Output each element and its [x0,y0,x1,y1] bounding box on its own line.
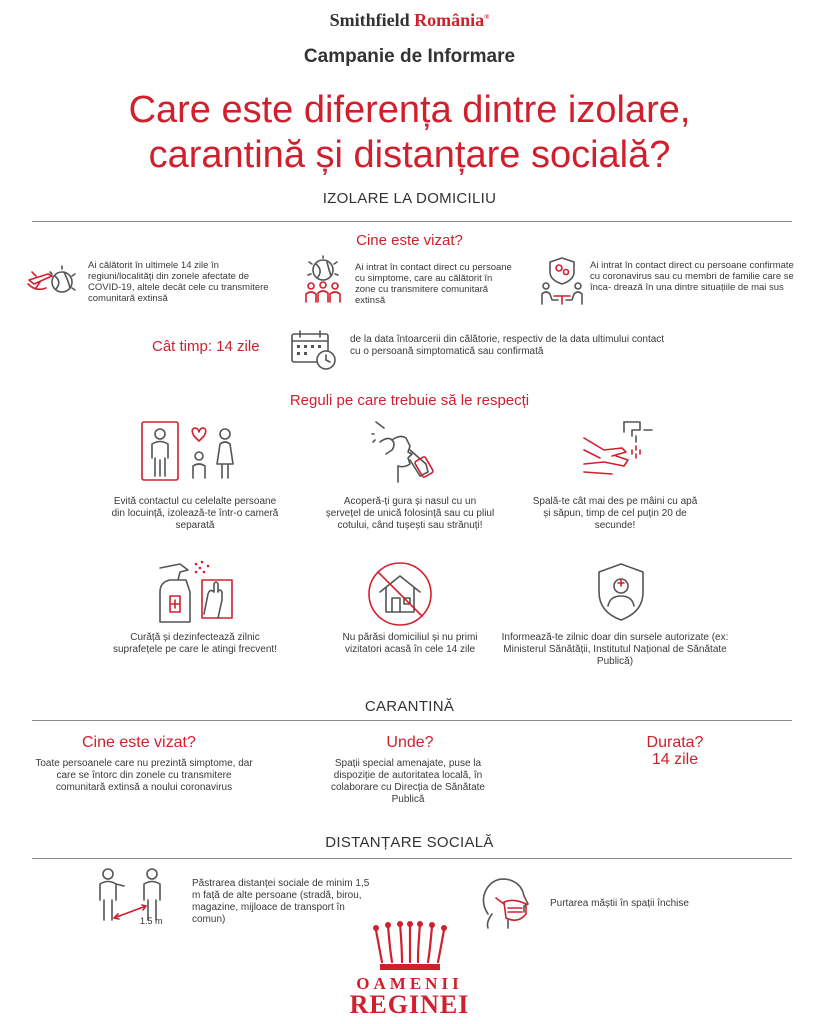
footer-logo-line-1: OAMENII [356,974,463,993]
travel-virus-icon [26,262,78,298]
brand-logo [0,10,819,31]
rule-1-text: Evită contactul cu celelalte persoane din locuință, izolează-te într-o cameră separată [111,496,279,531]
virus-people-icon [302,256,344,304]
isolation-rules-title: Reguli pe care trebuie să le respecți [289,392,530,409]
footer-logo-line-2: REGINEI [349,990,470,1019]
calendar-clock-icon [290,330,338,370]
quarantine-title: CARANTINĂ [364,698,455,715]
social-title: DISTANȚARE SOCIALĂ [325,834,494,851]
crown-logo-icon [372,922,448,972]
rule-2-text: Acoperă-ți gura și nasul cu un șervețel de unică folosință sau cu pliul cotului, când tușești sau strănuți! [325,496,495,531]
rule-6-text: Informează-te zilnic doar din sursele autorizate (ex: Ministerul Sănătății, Institutul Național de Sănătate Publică) [501,632,729,667]
distance-label: 1.5 m [140,916,163,926]
isolation-who-item-1: Ai călătorit în ultimele 14 zile în regiuni/localități din zonele afectate de COVID-19, altele decât cele cu transmitere comunitară extinsă [88,260,269,304]
handwash-icon [582,420,654,480]
isolation-who-title: Cine este vizat? [356,232,463,249]
brand-name: Smithfield [329,10,410,30]
quarantine-duration-value: 14 zile [651,751,699,768]
social-mask-text: Purtarea măștii în spații închise [550,898,689,909]
social-distance-text: Păstrarea distanței sociale de minim 1,5 m față de alte persoane (stradă, birou, magazine, mijloace de transport în comun) [192,878,370,925]
rule-5-text: Nu părăsi domiciliul și nu primi vizitatori acasă în cele 14 zile [342,632,478,655]
quarantine-duration-title: Durata? [646,734,704,751]
headline-line-2: carantină și distanțare socială? [148,134,671,176]
headline-line-1: Care este diferența dintre izolare, [128,89,691,131]
brand-mark: ® [484,13,490,21]
sneeze-icon [370,420,440,484]
quarantine-who-text: Toate persoanele care nu prezintă simptome, dar care se întorc din zonele cu transmitere comunitară extinsă a noului coronavirus [35,758,253,793]
isolation-duration-text: de la data întoarcerii din călătorie, respectiv de la data ultimului contact cu o persoană simptomatică sau confirmată [350,334,665,357]
quarantine-who-title: Cine este vizat? [82,734,196,751]
divider-quarantine [32,720,792,721]
isolation-title: IZOLARE LA DOMICILIU [322,190,497,207]
meeting-icon [538,256,586,306]
divider-isolation [32,221,792,222]
rule-3-text: Spală-te cât mai des pe mâini cu apă și săpun, timp de cel puțin 20 de secunde! [532,496,698,531]
mask-icon [478,874,534,930]
spray-icon [156,558,236,628]
quarantine-where-title: Unde? [386,734,434,751]
divider-social [32,858,792,859]
quarantine-where-text: Spații special amenajate, puse la dispoziție de autoritatea locală, în colaborare cu Direcția de Sănătate Publică [331,758,485,805]
campaign-title: Campanie de Informare [303,46,516,67]
brand-country: România [414,10,485,30]
isolation-duration-label: Cât timp: 14 zile [152,338,260,355]
family-icon [140,420,240,484]
shield-doctor-icon [596,562,646,622]
isolation-who-item-2: Ai intrat în contact direct cu persoane cu simptome, care au călătorit în zone cu transmitere comunitară extinsă [355,262,512,306]
rule-4-text: Curăță și dezinfectează zilnic suprafețele pe care le atingi frecvent! [113,632,277,655]
no-visitors-icon [366,560,434,628]
isolation-who-item-3: Ai intrat în contact direct cu persoane confirmate cu coronavirus sau cu membri de familie care se înca- drează în una dintre situațiile de mai sus [590,260,794,293]
